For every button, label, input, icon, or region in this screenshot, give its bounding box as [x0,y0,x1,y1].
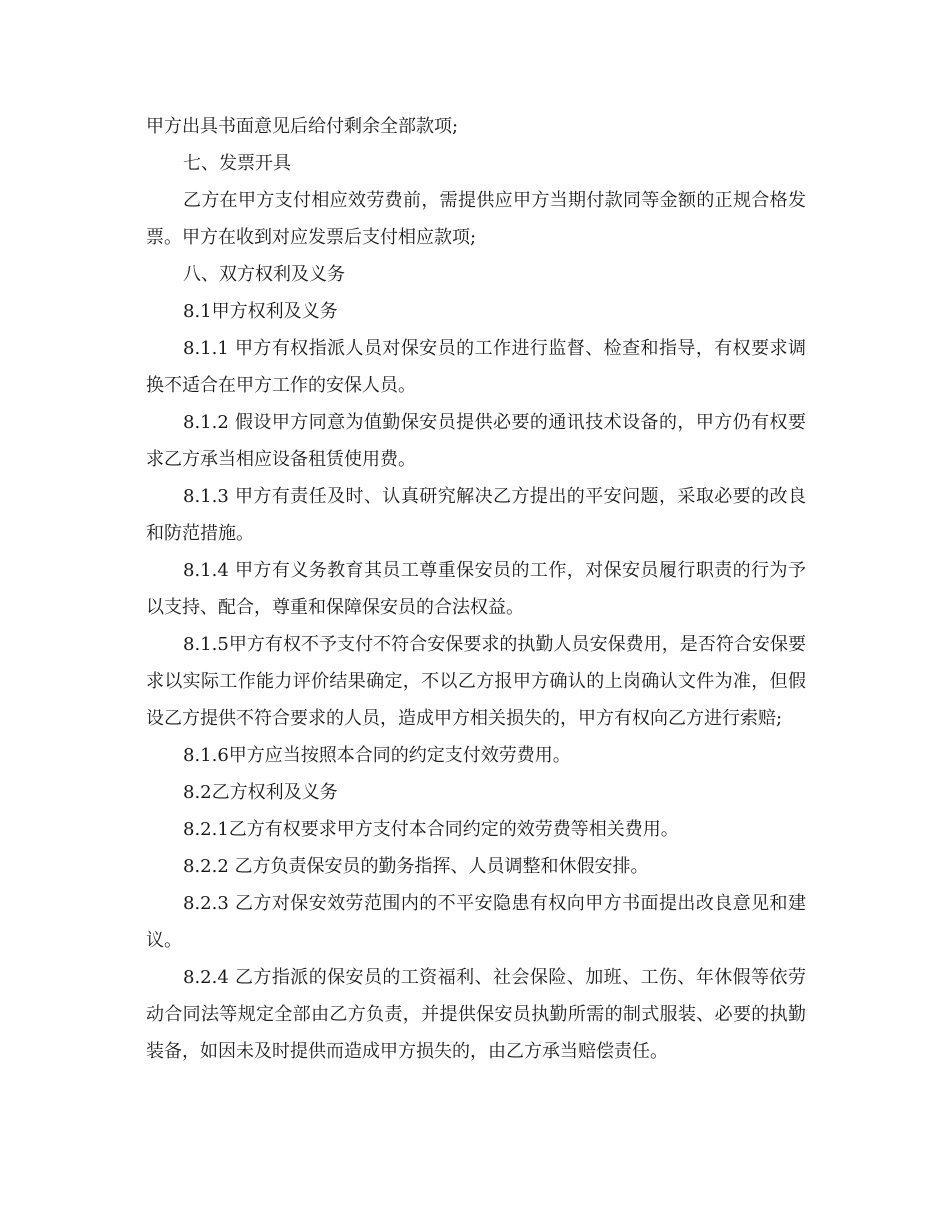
clause-8-2-1: 8.2.1乙方有权要求甲方支付本合同约定的效劳费等相关费用。 [183,819,679,840]
heading-section-7-invoice: 七、发票开具 [183,153,291,174]
paragraph-payment-remainder: 甲方出具书面意见后给付剩余全部款项; [146,116,459,137]
clause-8-1-2: 8.1.2 假设甲方同意为值勤保安员提供必要的通讯技术设备的，甲方仍有权要求乙方承当相应设备租赁使用费。 [146,412,806,470]
clause-8-1-5: 8.1.5甲方有权不予支付不符合安保要求的执勤人员安保费用，是否符合安保要求以实际工作能力评价结果确定，不以乙方报甲方确认的上岗确认文件为准，但假设乙方提供不符合要求的人员，造成甲方相关损失的，甲方有权向乙方进行索赔; [146,634,806,729]
clause-8-1-1: 8.1.1 甲方有权指派人员对保安员的工作进行监督、检查和指导，有权要求调换不适合在甲方工作的安保人员。 [146,338,806,396]
heading-section-8-rights: 八、双方权利及义务 [183,264,345,285]
heading-8-1-party-a: 8.1甲方权利及义务 [183,301,338,322]
clause-8-1-4: 8.1.4 甲方有义务教育其员工尊重保安员的工作，对保安员履行职责的行为予以支持、配合，尊重和保障保安员的合法权益。 [146,560,806,618]
clause-8-2-2: 8.2.2 乙方负责保安员的勤务指挥、人员调整和休假安排。 [183,856,649,877]
heading-8-2-party-b: 8.2乙方权利及义务 [183,782,338,803]
clause-8-2-4: 8.2.4 乙方指派的保安员的工资福利、社会保险、加班、工伤、年休假等依劳动合同法等规定全部由乙方负责，并提供保安员执勤所需的制式服装、必要的执勤装备，如因未及时提供而造成甲方损失的，由乙方承当赔偿责任。 [146,967,806,1062]
document-body [146,108,806,1070]
clause-8-1-6: 8.1.6甲方应当按照本合同的约定支付效劳费用。 [183,745,571,766]
clause-8-2-3: 8.2.3 乙方对保安效劳范围内的不平安隐患有权向甲方书面提出改良意见和建议。 [146,893,806,951]
paragraph-invoice-terms: 乙方在甲方支付相应效劳费前，需提供应甲方当期付款同等金额的正规合格发票。甲方在收到对应发票后支付相应款项; [146,190,806,248]
clause-8-1-3: 8.1.3 甲方有责任及时、认真研究解决乙方提出的平安问题，采取必要的改良和防范措施。 [146,486,806,544]
